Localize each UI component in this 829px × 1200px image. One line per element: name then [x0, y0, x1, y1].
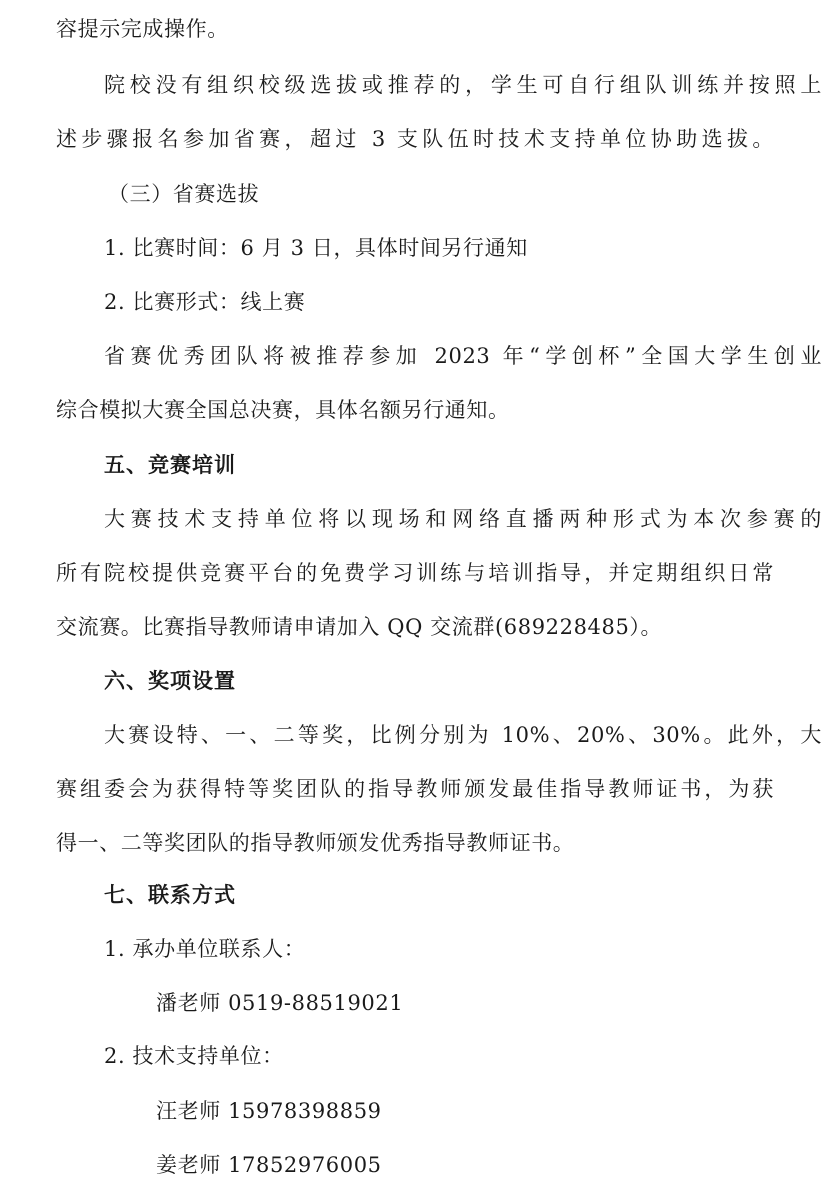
contact-item: 潘老师 0519-88519021	[156, 991, 404, 1015]
contact-item: 姜老师 17852976005	[156, 1153, 382, 1177]
text-line: 2. 比赛形式：线上赛	[104, 290, 306, 314]
section-heading-contact: 七、联系方式	[104, 883, 236, 907]
section-heading-training: 五、竞赛培训	[104, 453, 236, 477]
text-line: 大赛设特、一、二等奖，比例分别为 10%、20%、30%。此外，大	[104, 723, 822, 747]
contact-item: 汪老师 15978398859	[156, 1099, 382, 1123]
text-line: 赛组委会为获得特等奖团队的指导教师颁发最佳指导教师证书，为获	[56, 777, 774, 801]
text-line: 综合模拟大赛全国总决赛，具体名额另行通知。	[56, 398, 510, 422]
text-line: 院校没有组织校级选拔或推荐的，学生可自行组队训练并按照上	[104, 73, 822, 97]
text-line: 得一、二等奖团队的指导教师颁发优秀指导教师证书。	[56, 831, 575, 855]
section-heading-awards: 六、奖项设置	[104, 669, 236, 693]
text-line: 大赛技术支持单位将以现场和网络直播两种形式为本次参赛的	[104, 507, 822, 531]
text-line: 1. 比赛时间：6 月 3 日，具体时间另行通知	[104, 236, 528, 260]
text-line: 述步骤报名参加省赛，超过 3 支队伍时技术支持单位协助选拔。	[56, 127, 774, 151]
text-line: 省赛优秀团队将被推荐参加 2023 年“学创杯”全国大学生创业	[104, 344, 822, 368]
section-subheading: （三）省赛选拔	[108, 182, 260, 206]
list-item: 2. 技术支持单位：	[104, 1044, 284, 1068]
list-item: 1. 承办单位联系人：	[104, 937, 306, 961]
text-line: 交流赛。比赛指导教师请申请加入 QQ 交流群(689228485）。	[56, 615, 663, 639]
text-line: 容提示完成操作。	[56, 17, 229, 41]
text-line: 所有院校提供竞赛平台的免费学习训练与培训指导，并定期组织日常	[56, 561, 774, 585]
